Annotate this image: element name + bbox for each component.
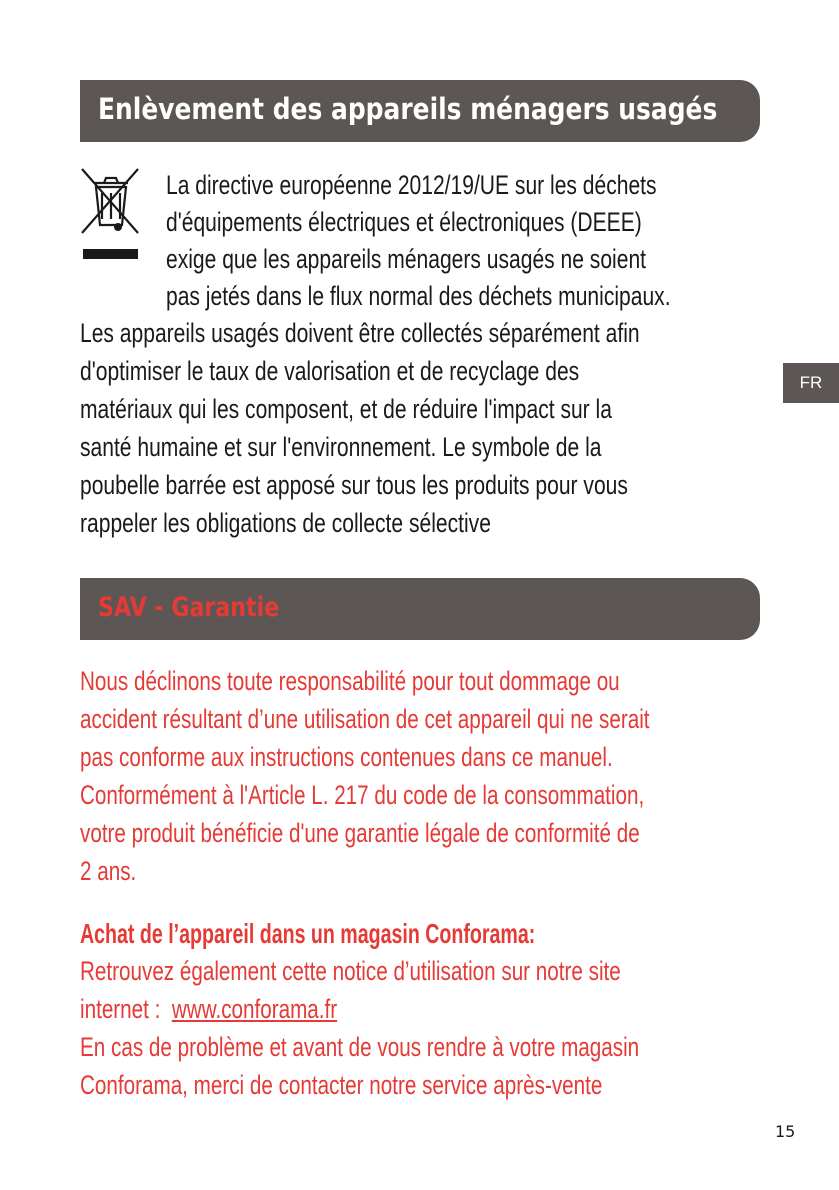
disposal-text-line-9: poubelle barrée est apposé sur tous les produits pour vous — [80, 470, 628, 500]
store-text-line-2-prefix: internet : — [80, 994, 161, 1024]
disposal-text-line-5: Les appareils usagés doivent être collectés séparément afin — [80, 318, 640, 348]
warranty-text-line-5: votre produit bénéficie d'une garantie légale de conformité de — [80, 818, 640, 848]
disposal-text-line-10: rappeler les obligations de collecte sélective — [80, 508, 491, 538]
section-header-warranty — [80, 578, 760, 640]
store-purchase-heading: Achat de l’appareil dans un magasin Conforama: — [80, 918, 536, 949]
section-title-warranty: SAV - Garantie — [98, 592, 280, 623]
disposal-text-line-8: santé humaine et sur l'environnement. Le symbole de la — [80, 432, 602, 462]
store-text-line-3: En cas de problème et avant de vous rendre à votre magasin — [80, 1032, 640, 1062]
section-header-disposal — [80, 80, 760, 142]
store-text-line-2 — [80, 990, 337, 1028]
conforama-website-link[interactable]: www.conforama.fr — [171, 994, 338, 1024]
disposal-text-line-1: La directive européenne 2012/19/UE sur les déchets — [166, 170, 657, 200]
warranty-text-line-3: pas conforme aux instructions contenues dans ce manuel. — [80, 742, 613, 772]
disposal-text-line-2: d'équipements électriques et électroniques (DEEE) — [166, 207, 642, 237]
warranty-text-line-1: Nous déclinons toute responsabilité pour tout dommage ou — [80, 666, 620, 696]
page-number: 15 — [775, 1122, 796, 1141]
section-title-disposal: Enlèvement des appareils ménagers usagés — [98, 92, 718, 126]
store-text-line-4: Conforama, merci de contacter notre service après-vente — [80, 1070, 603, 1100]
warranty-text-line-2: accident résultant d’une utilisation de cet appareil qui ne serait — [80, 704, 650, 734]
warranty-text-line-6: 2 ans. — [80, 856, 137, 886]
warranty-text-line-4: Conformément à l'Article L. 217 du code de la consommation, — [80, 780, 645, 810]
disposal-text-line-7: matériaux qui les composent, et de réduire l'impact sur la — [80, 394, 612, 424]
disposal-text-line-4: pas jetés dans le flux normal des déchets municipaux. — [166, 281, 671, 311]
disposal-text-line-3: exige que les appareils ménagers usagés ne soient — [166, 244, 647, 274]
language-tab-fr: FR — [783, 363, 839, 403]
crossed-out-wheelie-bin-icon — [80, 167, 140, 270]
store-text-line-1: Retrouvez également cette notice d’utilisation sur notre site — [80, 956, 621, 986]
disposal-text-line-6: d'optimiser le taux de valorisation et de recyclage des — [80, 356, 580, 386]
